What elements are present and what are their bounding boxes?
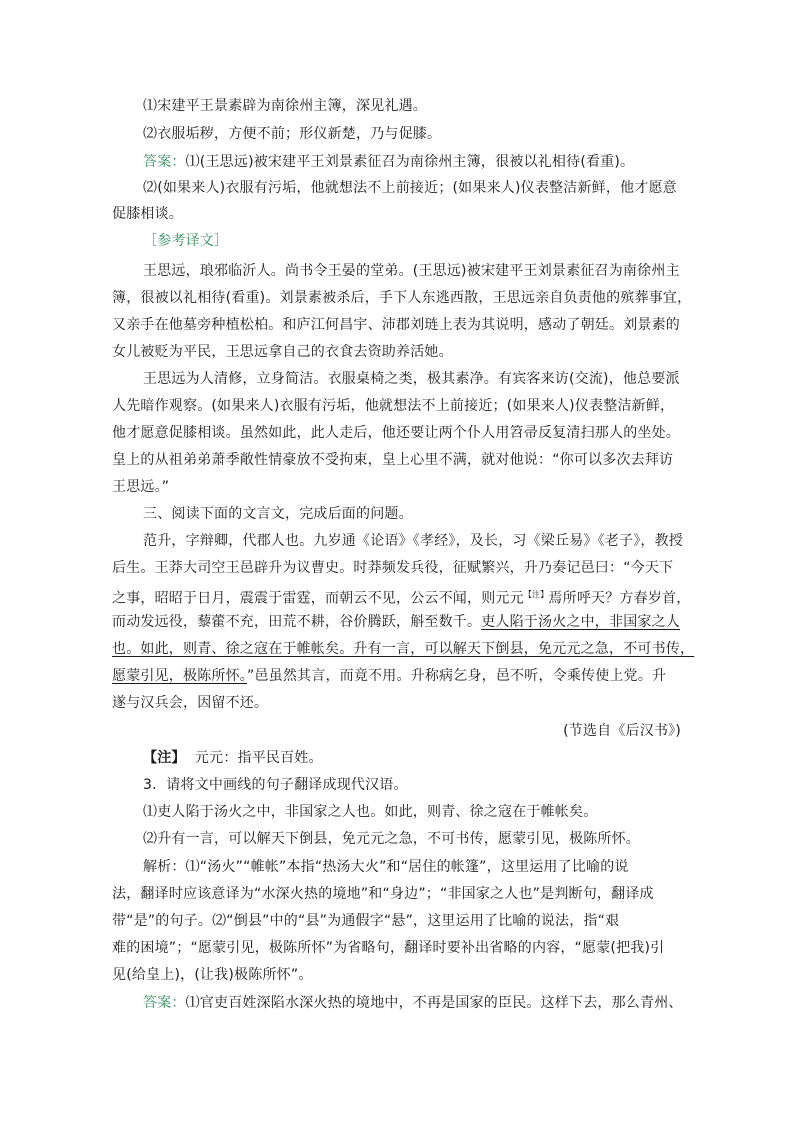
translation-line: 人先暗作观察。(如果来人)衣服有污垢，他就想法不上前接近；(如果来人)仪表整洁新鲜， [112,398,675,414]
translation-line: 他才愿意促膝相谈。虽然如此，此人走后，他还要让两个仆人用笤帚反复清扫那人的坐处。 [112,425,680,441]
answer-3-line [143,993,683,1013]
classical-text-line [112,612,680,632]
answer-line-3: 促膝相谈。 [112,206,183,222]
note-line [143,748,323,768]
underlined-sentence: 也。如此，则青、徐之寇在于帷帐矣。升有一言，可以解天下倒县，免元元之急，不可书传， [112,641,695,657]
classical-text-line [112,639,694,659]
analysis-line: 难的困境”；“愿蒙引见，极陈所怀”为省略句，翻译时要补出省略的内容，“愿蒙(把我)引 [112,940,665,956]
translation-line: 王思远，琅邪临沂人。尚书令王晏的堂弟。(王思远)被宋建平王刘景素征召为南徐州主 [143,263,680,279]
analysis-label: 解析： [143,859,186,875]
section-3-heading: 三、阅读下面的文言文，完成后面的问题。 [143,506,413,522]
answer-label: 答案： [143,995,186,1011]
question-1-text: ⑴宋建平王景素辟为南徐州主簿，深见礼遇。 [143,98,427,114]
translation-line: 王思远为人清修，立身简洁。衣服桌椅之类，极其素净。有宾客来访(交流)，他总要派 [143,371,680,387]
classical-text-line [112,666,666,686]
answer-text: ⑴(王思远)被宋建平王刘景素征召为南徐州主簿，很被以礼相待(看重)。 [185,154,635,170]
classical-text-line: 后生。王莽大司空王邑辟升为议曹史。时莽频发兵役，征赋繁兴，升乃奏记邑曰：“今天下 [112,560,674,576]
translation-line: 皇上的从祖弟弟萧季敞性情豪放不受拘束，皇上心里不满，就对他说：“你可以多次去拜访 [112,452,674,468]
analysis-line: 带“是”的句子。⑵“倒县”中的“县”为通假字“悬”，这里运用了比喻的说法，指“艰 [112,913,620,929]
question-3-item-1: ⑴吏人陷于汤火之中，非国家之人也。如此，则青、徐之寇在于帷帐矣。 [143,804,598,820]
answer-text: ⑴官吏百姓深陷水深火热的境地中，不再是国家的臣民。这样下去，那么青州、 [185,995,683,1011]
answer-line-2: ⑵(如果来人)衣服有污垢，他就想法不上前接近；(如果来人)仪表整洁新鲜，他才愿意 [143,180,677,196]
classical-text-line [112,585,690,609]
analysis-line [143,857,629,877]
translation-line: 又亲手在他墓旁种植松柏。和庐江何昌宇、沛郡刘琏上表为其说明，感动了朝廷。刘景素的 [112,317,680,333]
classical-text-line: 范升，字辩卿，代郡人也。九岁通《论语》《孝经》，及长，习《梁丘易》《老子》，教授 [143,533,683,549]
answer-line-1 [143,152,634,172]
analysis-line: 见(给皇上)，(让我)极陈所怀”。 [112,967,313,983]
answer-label: 答案： [143,154,186,170]
question-2-text: ⑵衣服垢秽，方便不前；形仪新楚，乃与促膝。 [143,126,442,142]
underlined-sentence: 吏人陷于汤火之中，非国家之人 [481,614,681,630]
note-text: 元元：指平民百姓。 [194,750,323,766]
classical-text-segment: ”邑虽然其言，而竟不用。升称病乞身，邑不听，令乘传使上党。升 [247,668,667,684]
classical-text-segment: 焉所呼天？方春岁首， [548,590,691,607]
analysis-line: 法，翻译时应该意译为“水深火热的境地”和“身边”；“非国家之人也”是判断句，翻译成 [112,886,654,902]
question-3-item-2: ⑵升有一言，可以解天下倒县，免元元之急，不可书传，愿蒙引见，极陈所怀。 [143,831,640,847]
classical-text-segment: 而动发远役，藜藿不充，田荒不耕，谷价腾跃，斛至数千。 [112,614,482,630]
note-marker: 【注】 [523,590,549,599]
classical-text-segment: 之事，昭昭于日月，震震于雷霆，而朝云不见，公云不闻，则元元 [112,590,524,607]
classical-text-line: 遂与汉兵会，因留不还。 [112,695,269,711]
translation-line: 女儿被贬为平民，王思远拿自己的衣食去资助养活她。 [112,344,453,360]
underlined-sentence: 愿蒙引见，极陈所怀。 [112,668,247,684]
translation-line: 王思远。” [112,479,170,495]
analysis-text: ⑴“汤火”“帷帐”本指“热汤大火”和“居住的帐篷”，这里运用了比喻的说 [185,859,629,875]
source-citation: (节选自《后汉书》) [563,723,681,739]
question-3-text: 3．请将文中画线的句子翻译成现代汉语。 [143,777,408,793]
reference-translation-title: ［参考译文］ [143,233,229,249]
translation-line: 簿，很被以礼相待(看重)。刘景素被杀后，手下人东逃西散，王思远亲自负责他的殡葬事宜， [112,290,692,306]
note-label: 【注】 [143,750,186,766]
